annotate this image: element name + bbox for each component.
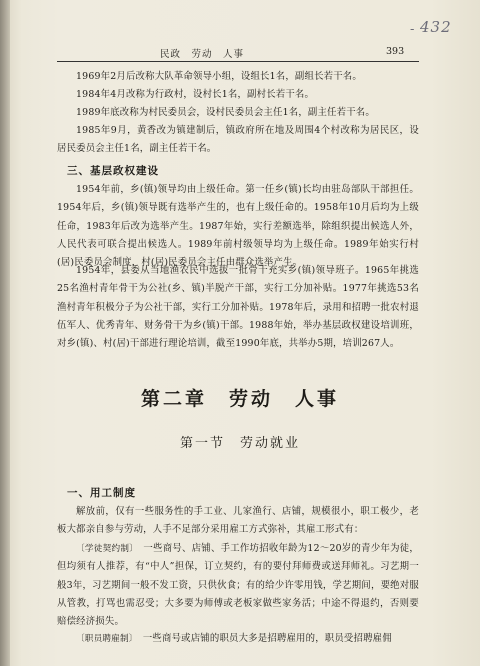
- item-tag: 〔学徒契约制〕: [76, 544, 134, 554]
- subsection-heading: 一、用工制度: [67, 487, 136, 499]
- handwritten-page-number: 432: [420, 18, 452, 36]
- paragraph: 1989年底改称为村民委员会，设村民委员会主任1名，副主任若干名。: [76, 107, 375, 118]
- section-heading: 三、基层政权建设: [67, 165, 159, 177]
- section-title: 第一节 劳动就业: [179, 436, 300, 451]
- item-text: 一些商号、店铺、手工作坊招收年龄为12～20岁的青少年为徒，但均须有人推荐，有“中人”担保，订立契约，有的要付拜师费或送拜师礼。习艺期一般3年，习艺期间一般不发工资，只供伙食；有的给少许零用钱，学艺期间，要绝对服从管教，打骂也需忍受；大多要为师傅或老板家做些家务活；中途不得退约，否则要赔偿经济损失。: [57, 543, 419, 628]
- item-text: 一些商号或店铺的职员大多是招聘雇用的，职员受招聘雇佣: [142, 633, 392, 644]
- header-rule: [57, 61, 419, 62]
- paragraph: 1984年4月改称为行政村，设村长1名，副村长若干名。: [76, 89, 315, 100]
- running-header: 民政 劳动 人事: [160, 49, 245, 60]
- page-number: 393: [386, 46, 405, 57]
- paragraph: 1969年2月后改称大队革命领导小组，设组长1名，副组长若干名。: [76, 71, 362, 82]
- item-tag: 〔职员聘雇制〕: [76, 634, 134, 644]
- paragraph: 解放前，仅有一些服务性的手工业、儿家渔行、店铺，规模很小，职工极少，老板大都亲自参与劳动，人手不足部分采用雇工方式弥补，其雇工形式有：: [57, 506, 419, 536]
- list-item: [57, 540, 419, 631]
- paragraph: 1985年9月，黄香改为镇建制后，镇政府所在地及周围4个村改称为居民区，设居民委员会主任1名，副主任若干名。: [57, 125, 419, 155]
- paragraph: 1954年前，乡(镇)领导均由上级任命。第一任乡(镇)长均由驻岛部队干部担任。1954年后，乡(镇)领导既有选举产生的，也有上级任命的。1958年10月后均为上级任命，1983年后改为选举产生。1987年始，实行差额选举，除组织提出候选人外，人民代表可联合提出候选人。1989年前村级领导均为上级任命。1989年始实行村(居)民委员会制度，村(居)民委员会主任由群众选举产生。: [57, 184, 419, 269]
- paragraph: 1954年，县委从当地渔农民中选拔一批骨干充实乡(镇)领导班子。1965年挑选25名渔村青年骨干为公社(乡、镇)半脱产干部，实行工分加补贴。1977年挑选53名渔村青年积极分子为公社干部，实行工分加补贴。1978年后，录用和招聘一批农村退伍军人、优秀青年、财务骨干为乡(镇)干部。1988年始，举办基层政权建设培训班，对乡(镇)、村(居)干部进行理论培训，截至1990年底，共举办5期，培训267人。: [57, 265, 419, 350]
- list-item: [57, 630, 419, 648]
- margin-mark: -: [410, 22, 415, 37]
- chapter-title: 第二章 劳动 人事: [140, 388, 339, 410]
- book-spine: [0, 0, 10, 666]
